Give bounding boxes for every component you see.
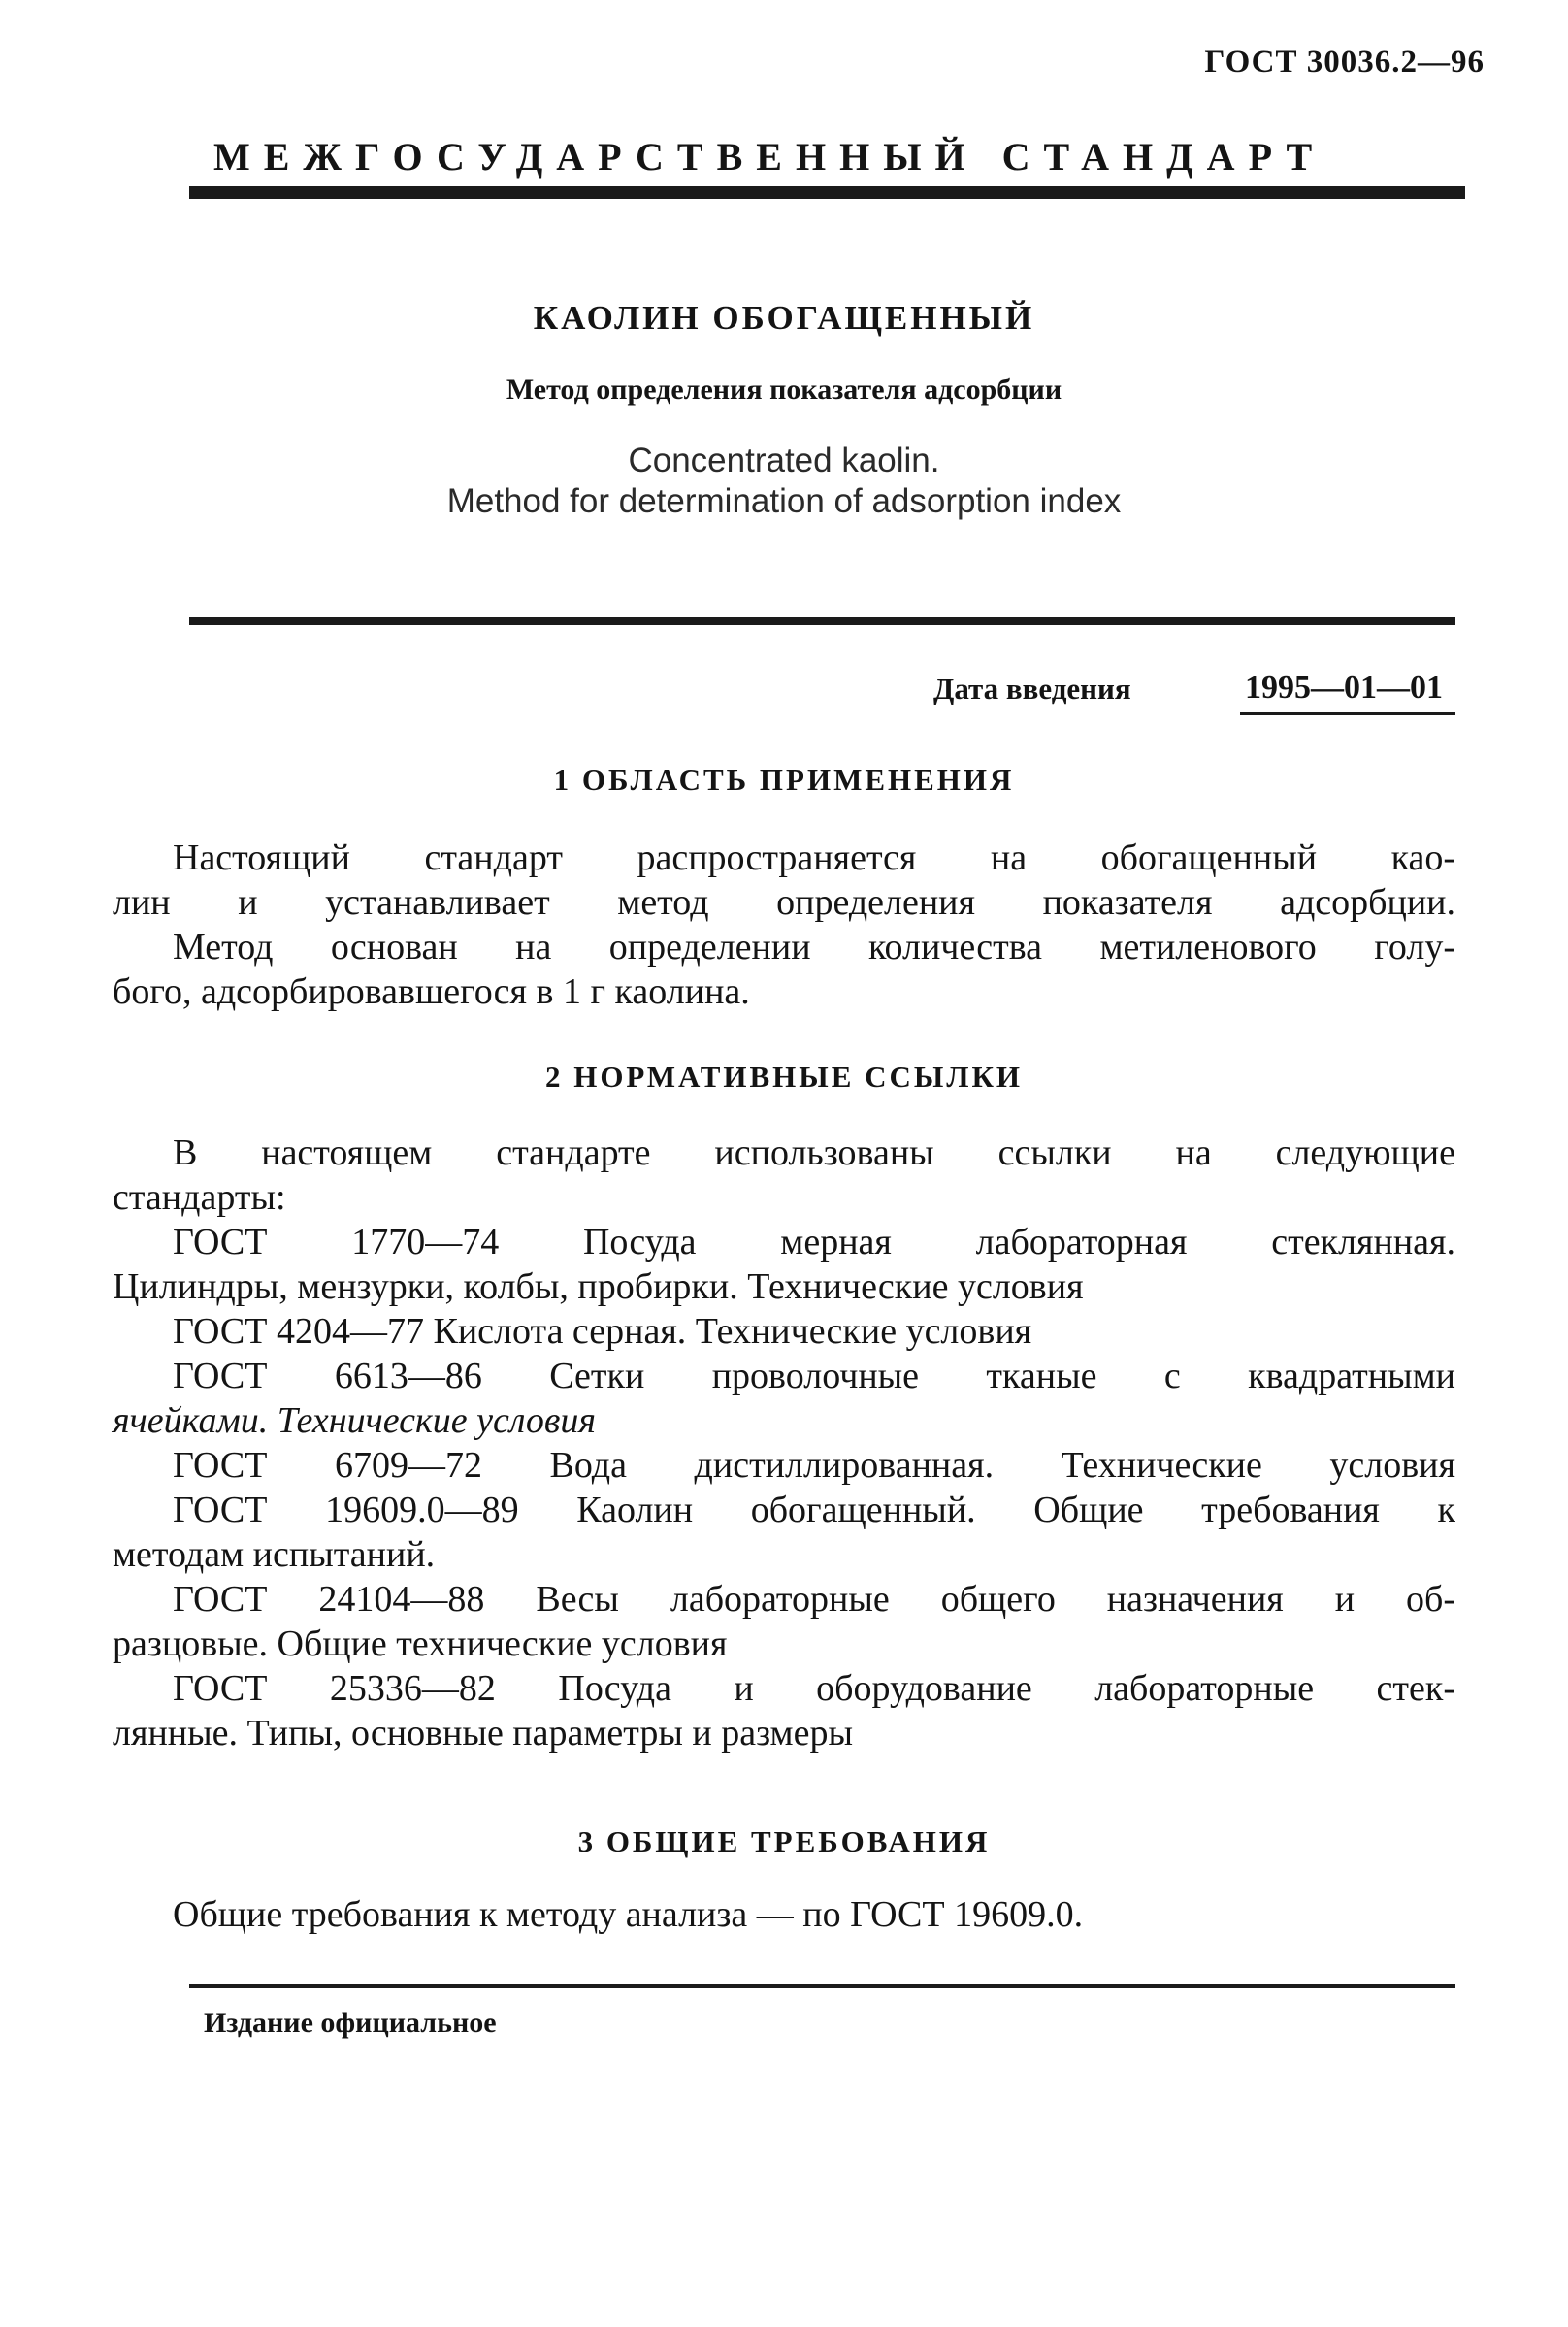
date-underline xyxy=(1240,712,1455,715)
section-3-heading: 3 ОБЩИЕ ТРЕБОВАНИЯ xyxy=(577,1824,991,1858)
section-1-line: бого, адсорбировавшегося в 1 г каолина. xyxy=(113,971,750,1012)
date-label: Дата введения xyxy=(933,672,1131,705)
section-1-line: лин и устанавливает метод определения показателя адсорбции. xyxy=(113,882,1455,923)
section-2-line: ячейками. Технические условия xyxy=(113,1400,597,1441)
section-3-line: Общие требования к методу анализа — по ГОСТ 19609.0. xyxy=(173,1894,1084,1935)
date-value: 1995—01—01 xyxy=(1245,670,1443,705)
document-subtitle: Метод определения показателя адсорбции xyxy=(506,374,1062,406)
section-2-line: ГОСТ 24104—88 Весы лабораторные общего назначения и об- xyxy=(173,1579,1455,1620)
section-2-line: лянные. Типы, основные параметры и размеры xyxy=(113,1713,854,1753)
english-title-line-1: Concentrated kaolin. xyxy=(628,442,940,479)
document-code: ГОСТ 30036.2—96 xyxy=(1204,45,1485,80)
document-title: КАОЛИН ОБОГАЩЕННЫЙ xyxy=(533,299,1035,337)
standard-banner: МЕЖГОСУДАРСТВЕННЫЙ СТАНДАРТ xyxy=(213,135,1326,179)
section-2-line: ГОСТ 4204—77 Кислота серная. Технические условия xyxy=(173,1311,1032,1352)
section-1-line: Метод основан на определении количества метиленового голу- xyxy=(173,927,1455,967)
section-2-line: ГОСТ 19609.0—89 Каолин обогащенный. Общие требования к xyxy=(173,1490,1455,1530)
title-divider xyxy=(189,617,1455,625)
edition-note: Издание официальное xyxy=(204,2007,497,2039)
section-2-line: ГОСТ 6613—86 Сетки проволочные тканые с квадратными xyxy=(173,1356,1455,1396)
section-2-line: В настоящем стандарте использованы ссылки на следующие xyxy=(173,1132,1455,1173)
section-2-line: разцовые. Общие технические условия xyxy=(113,1623,728,1664)
section-2-heading: 2 НОРМАТИВНЫЕ ССЫЛКИ xyxy=(544,1060,1024,1094)
section-1-line: Настоящий стандарт распространяется на обогащенный као- xyxy=(173,837,1455,878)
section-2-line: ГОСТ 25336—82 Посуда и оборудование лабораторные стек- xyxy=(173,1668,1455,1709)
section-2-line: методам испытаний. xyxy=(113,1534,436,1575)
english-title-line-2: Method for determination of adsorption index xyxy=(446,482,1122,520)
footer-divider xyxy=(189,1984,1455,1988)
section-2-line: стандарты: xyxy=(113,1177,286,1218)
section-2-line: Цилиндры, мензурки, колбы, пробирки. Технические условия xyxy=(113,1266,1084,1307)
section-1-heading: 1 ОБЛАСТЬ ПРИМЕНЕНИЯ xyxy=(553,763,1015,797)
section-2-line: ГОСТ 6709—72 Вода дистиллированная. Технические условия xyxy=(173,1445,1455,1486)
section-2-line: ГОСТ 1770—74 Посуда мерная лабораторная стеклянная. xyxy=(173,1222,1455,1262)
top-divider xyxy=(189,186,1465,199)
